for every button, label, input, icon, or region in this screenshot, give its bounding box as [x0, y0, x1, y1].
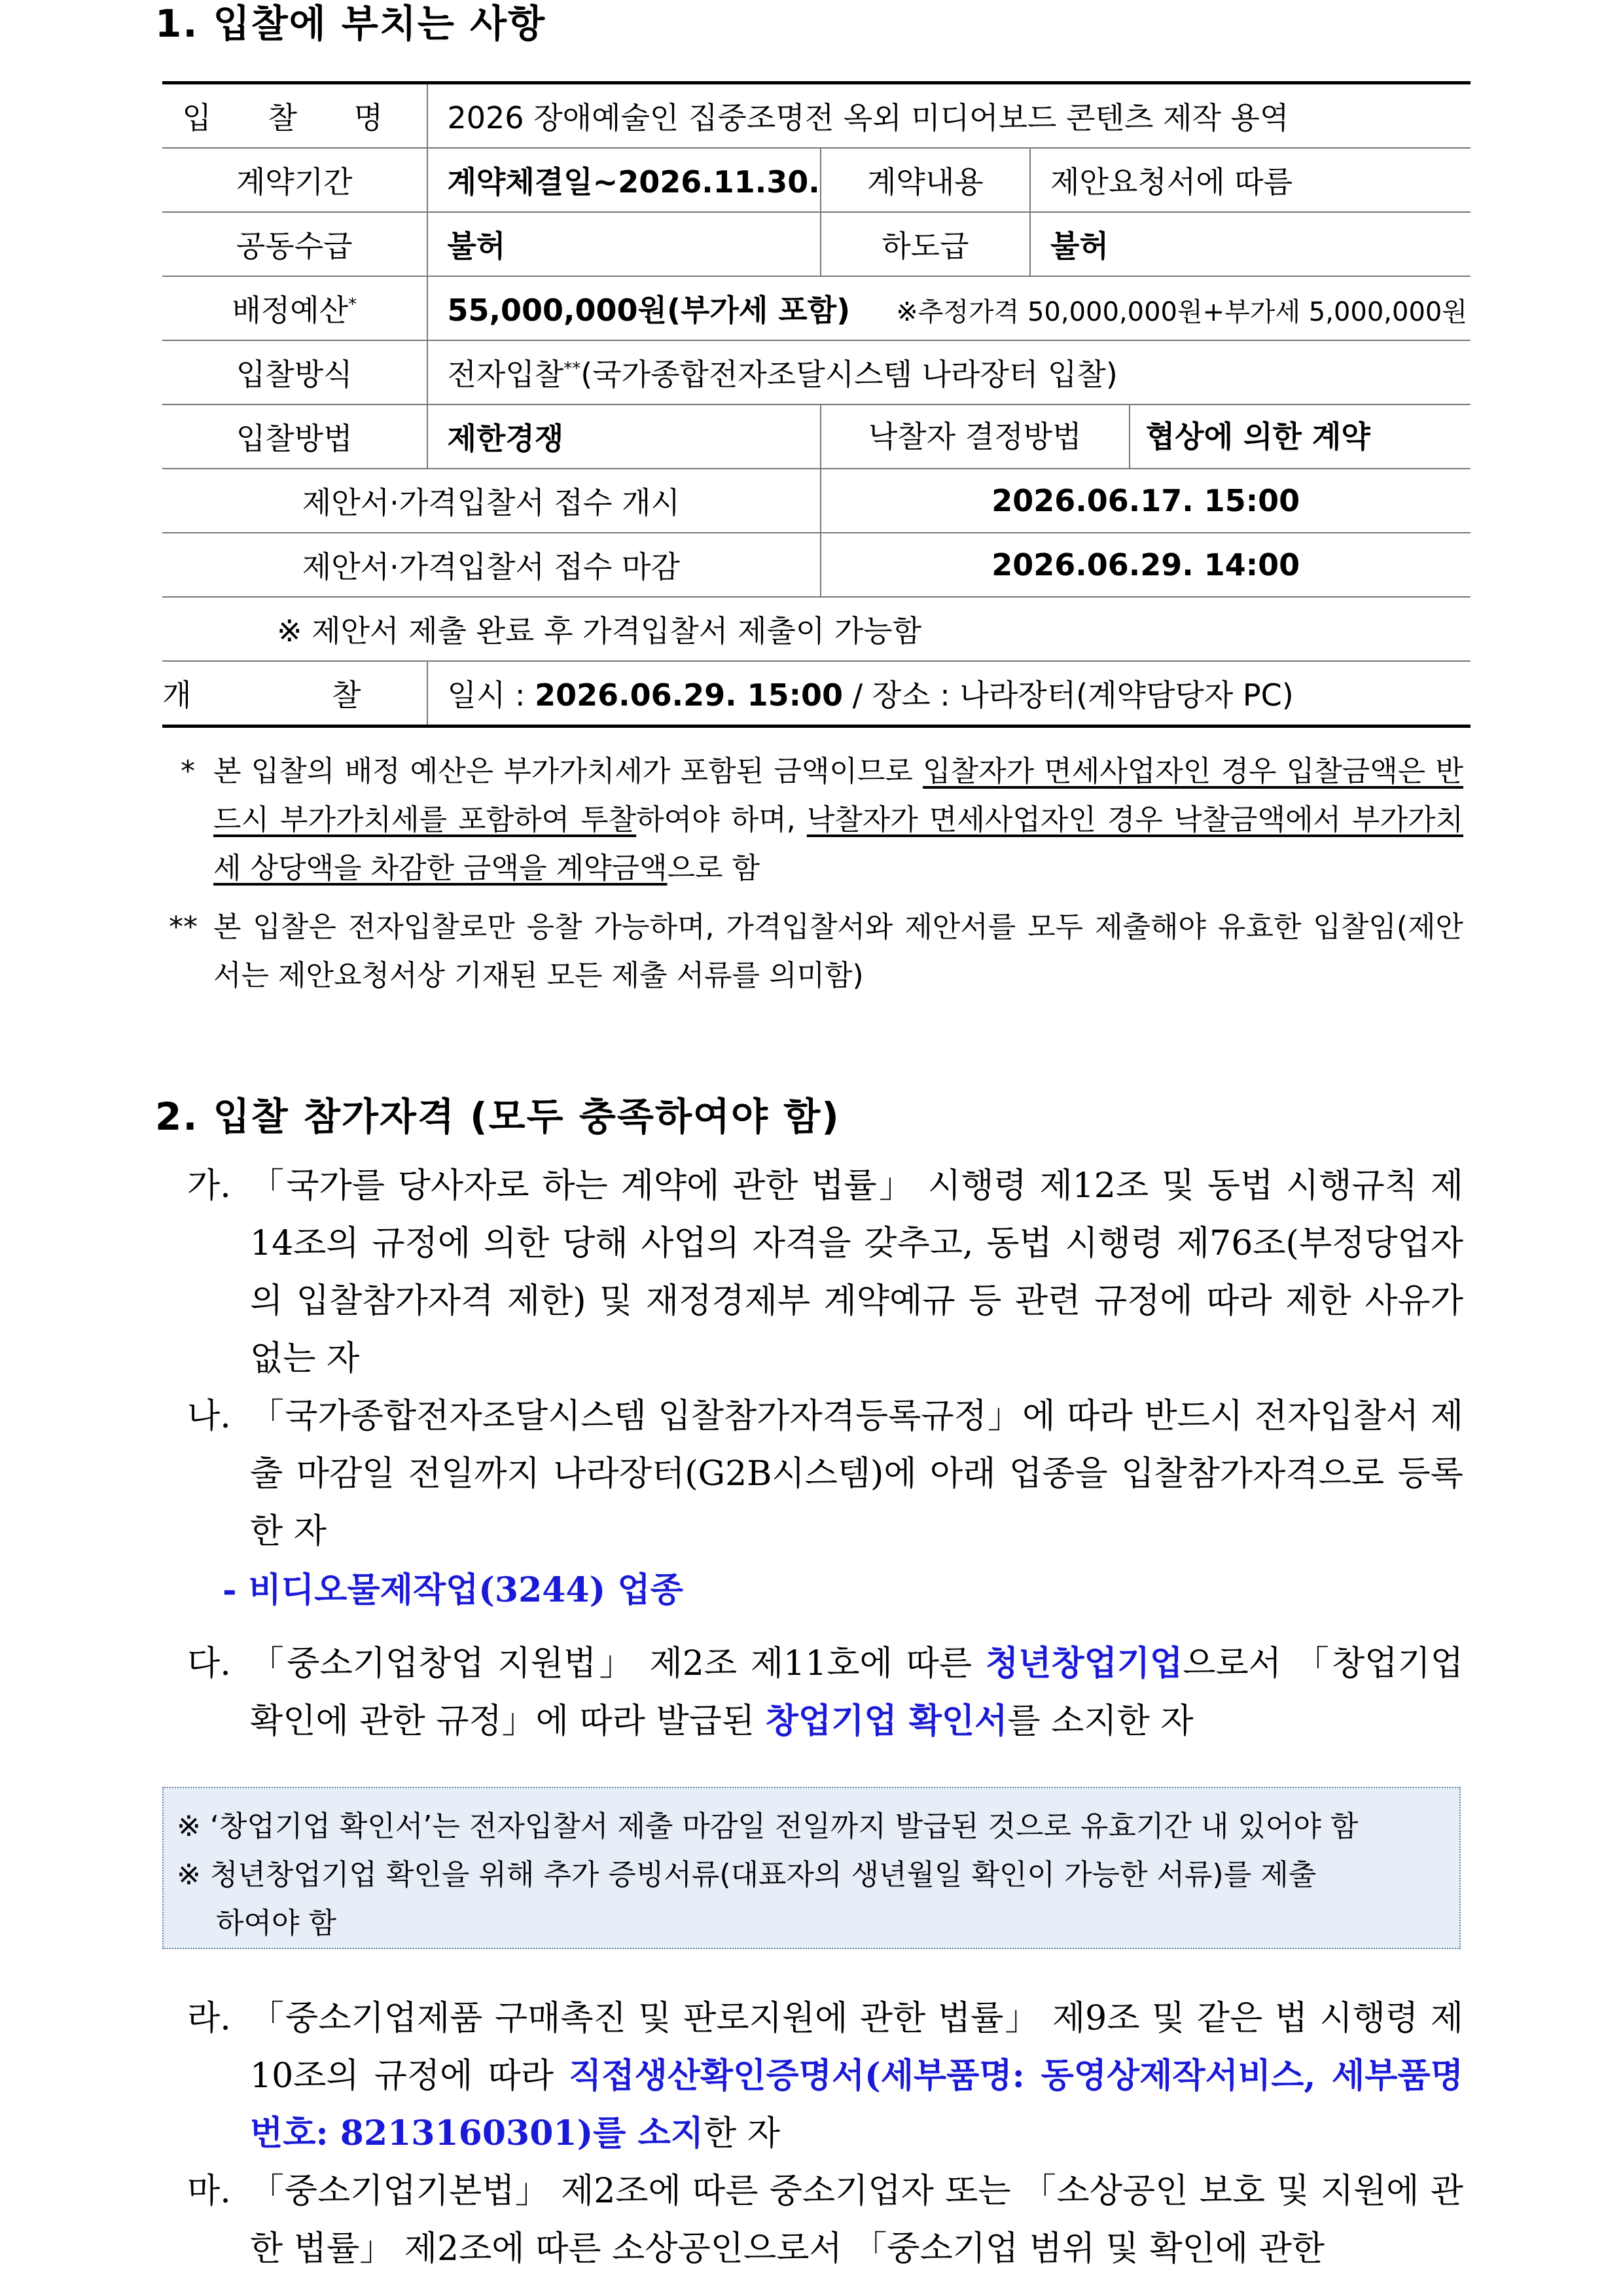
item-ma: 마. 「중소기업기본법」 제2조에 따른 중소기업자 또는 「소상공인 보호 및 지원에 관한 법률」 제2조에 따른 소상공인으로서 「중소기업 범위 및 확인에 관한 [187, 2172, 1463, 2269]
value-period: 계약체결일~2026.11.30. [427, 148, 821, 212]
notice-line-3: 하여야 함 [216, 1907, 337, 1940]
row-joint [162, 212, 1471, 276]
winner-cell [821, 404, 1471, 469]
notice-line-1: ※ ‘창업기업 확인서’는 전자입찰서 제출 마감일 전일까지 발급된 것으로 유효기간 내 있어야 함 [177, 1810, 1359, 1843]
row-method [162, 340, 1471, 404]
value-close: 2026.06.29. 14:00 [821, 533, 1471, 597]
value-bid-way: 제한경쟁 [427, 404, 821, 469]
row-period [162, 148, 1471, 212]
bid-info-table [162, 81, 1471, 728]
item-na: 나. 「국가종합전자조달시스템 입찰참가자격등록규정」에 따라 반드시 전자입찰서 제출 마감일 전일까지 나라장터(G2B시스템)에 아래 업종을 입찰참가자격으로 등록한 자 [187, 1397, 1463, 1551]
value-subcontract: 불허 [1030, 212, 1471, 276]
row-budget [162, 276, 1471, 340]
item-ga: 가. 「국가를 당사자로 하는 계약에 관한 법률」 시행령 제12조 및 동법 시행규칙 제14조의 규정에 의한 당해 사업의 자격을 갖추고, 동법 시행령 제76조(부정당업자의 입찰참가자격 제한) 및 재정경제부 계약예규 등 관련 규정에 따라 제한 사유가 없는 자 [187, 1166, 1463, 1378]
label-subcontract: 하도급 [821, 212, 1030, 276]
table-notice: ※ 제안서 제출 완료 후 가격입찰서 제출이 가능함 [162, 597, 1471, 661]
item-ra: 라. 「중소기업제품 구매촉진 및 판로지원에 관한 법률」 제9조 및 같은 법 시행령 제10조의 규정에 따라 직접생산확인증명서(세부품명: 동영상제작서비스, 세부품명번호: 8213160301)를 소지한 자 [187, 1999, 1463, 2153]
label-joint: 공동수급 [162, 212, 427, 276]
label-bid-name: 입 찰 명 [162, 83, 427, 149]
label-opening: 개 찰 [162, 661, 427, 726]
value-budget: 55,000,000원(부가세 포함) ※추정가격 50,000,000원+부가세 5,000,000원 [427, 276, 1471, 340]
value-opening: 일시 : 2026.06.29. 15:00 / 장소 : 나라장터(계약담당자 PC) [427, 661, 1471, 726]
label-content: 계약내용 [821, 148, 1030, 212]
footnote-1 [181, 747, 1463, 893]
row-open [162, 469, 1471, 533]
notice-box [162, 1787, 1461, 1949]
footnote-2 [169, 903, 1463, 1001]
row-bid-way [162, 404, 1471, 469]
notice-line-2: ※ 청년창업기업 확인을 위해 추가 증빙서류(대표자의 생년월일 확인이 가능한 서류)를 제출 [177, 1858, 1317, 1892]
label-method: 입찰방식 [162, 340, 427, 404]
row-bid-name [162, 83, 1471, 149]
item-na-sub: - 비디오물제작업(3244) 업종 [223, 1570, 683, 1610]
section-1-title: 1. 입찰에 부치는 사항 [155, 1, 546, 46]
row-opening [162, 661, 1471, 726]
value-joint: 불허 [427, 212, 821, 276]
value-open: 2026.06.17. 15:00 [821, 469, 1471, 533]
value-bid-name: 2026 장애예술인 집중조명전 옥외 미디어보드 콘텐츠 제작 용역 [427, 83, 1471, 149]
footnote-2-mark: ** [169, 910, 198, 944]
footnote-1-text: 본 입찰의 배정 예산은 부가가치세가 포함된 금액이므로 입찰자가 면세사업자인 경우 입찰금액은 반드시 부가가치세를 포함하여 투찰하여야 하며, 낙찰자가 면세사업자인 경우 낙찰금액에서 부가가치세 상당액을 차감한 금액을 계약금액으로 함 [213, 755, 1464, 885]
footnote-1-mark: * [181, 755, 195, 788]
budget-note: ※추정가격 50,000,000원+부가세 5,000,000원 [896, 297, 1468, 327]
label-close: 제안서·가격입찰서 접수 마감 [162, 533, 821, 597]
label-open: 제안서·가격입찰서 접수 개시 [162, 469, 821, 533]
item-da: 다. 「중소기업창업 지원법」 제2조 제11호에 따른 청년창업기업으로서 「창업기업 확인에 관한 규정」에 따라 발급된 창업기업 확인서를 소지한 자 [187, 1643, 1463, 1741]
label-winner: 낙찰자 결정방법 [821, 405, 1130, 468]
label-period: 계약기간 [162, 148, 427, 212]
footnote-2-text: 본 입찰은 전자입찰로만 응찰 가능하며, 가격입찰서와 제안서를 모두 제출해야 유효한 입찰임(제안서는 제안요청서상 기재된 모든 제출 서류를 의미함) [213, 910, 1463, 992]
value-winner: 협상에 의한 계약 [1145, 419, 1370, 454]
section-2-title: 2. 입찰 참가자격 (모두 충족하여야 함) [155, 1094, 840, 1139]
row-notice [162, 597, 1471, 661]
value-content: 제안요청서에 따름 [1030, 148, 1471, 212]
label-bid-way: 입찰방법 [162, 404, 427, 469]
value-method: 전자입찰**(국가종합전자조달시스템 나라장터 입찰) [427, 340, 1471, 404]
row-close [162, 533, 1471, 597]
label-budget: 배정예산* [162, 276, 427, 340]
